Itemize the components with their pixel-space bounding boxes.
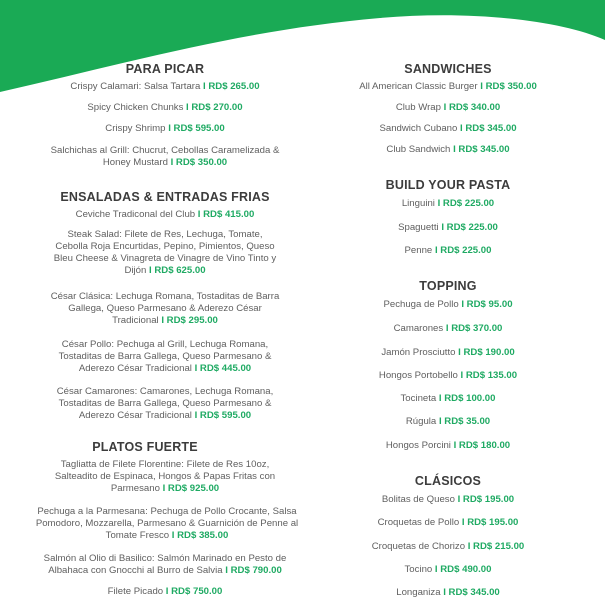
menu-item: Croquetas de Chorizo I RD$ 215.00 [371,541,525,552]
menu-item: Ceviche Tradiconal del Club I RD$ 415.00 [75,209,255,220]
menu-item: Tocino I RD$ 490.00 [404,564,492,575]
menu-item: Jamón Prosciutto I RD$ 190.00 [381,347,515,358]
menu-item: Bolitas de Queso I RD$ 195.00 [381,494,515,505]
section-title-clasicos: CLÁSICOS [414,474,482,488]
menu-item: Sandwich Cubano I RD$ 345.00 [379,123,517,134]
menu-item: Salmón al Olio di Basilico: Salmón Marinado en Pesto de Albahaca con Gnocchi al Burro de Salvia I RD$ 790.00 [43,553,287,576]
menu-item: Rúgula I RD$ 35.00 [405,416,491,427]
menu-item: Club Sandwich I RD$ 345.00 [386,144,510,155]
section-title-build-your-pasta: BUILD YOUR PASTA [385,178,511,192]
menu-item: César Camarones: Camarones, Lechuga Romana, Tostaditas de Barra Gallega, Queso Parmesano & Aderezo César Tradicional I RD$ 595.00 [56,386,274,421]
menu-item: Linguini I RD$ 225.00 [401,198,495,209]
menu-item: All American Classic Burger I RD$ 350.00 [359,81,537,92]
menu-item: Longaniza I RD$ 345.00 [396,587,500,598]
menu-item: César Clásica: Lechuga Romana, Tostaditas de Barra Gallega, Queso Parmesano & Aderezo César Tradicional I RD$ 295.00 [50,291,280,326]
section-title-sandwiches: SANDWICHES [404,62,492,76]
menu-item: César Pollo: Pechuga al Grill, Lechuga Romana, Tostaditas de Barra Gallega, Queso Parmesano & Aderezo César Tradicional I RD$ 445.00 [58,339,272,374]
section-title-topping: TOPPING [419,279,477,293]
menu-item: Club Wrap I RD$ 340.00 [395,102,501,113]
menu-item: Croquetas de Pollo I RD$ 195.00 [377,517,519,528]
menu-item: Pechuga de Pollo I RD$ 95.00 [383,299,513,310]
menu-item: Spaguetti I RD$ 225.00 [398,222,498,233]
menu-item: Pechuga a la Parmesana: Pechuga de Pollo Crocante, Salsa Pomodoro, Mozzarella, Parmesano & Guarnición de Penne al Tomate Fresco I RD$ 385.00 [35,506,299,541]
menu-item: Salchichas al Grill: Chucrut, Cebollas Caramelizada & Honey Mustard I RD$ 350.00 [50,145,280,168]
section-title-platos-fuerte: PLATOS FUERTE [92,440,198,454]
menu-item: Spicy Chicken Chunks I RD$ 270.00 [87,102,243,113]
menu-item: Hongos Portobello I RD$ 135.00 [378,370,518,381]
menu-item: Steak Salad: Filete de Res, Lechuga, Tomate, Cebolla Roja Encurtidas, Pepino, Pimientos, Queso Bleu Cheese & Vinagreta de Vinagre de Vino Tinto y Dijón I RD$ 625.00 [53,229,277,276]
menu-item: Tocineta I RD$ 100.00 [400,393,496,404]
menu-item: Hongos Porcini I RD$ 180.00 [385,440,511,451]
section-title-para-picar: PARA PICAR [125,62,205,76]
menu-item: Tagliatta de Filete Florentine: Filete de Res 10oz, Salteadito de Espinaca, Hongos & Papas Fritas con Parmesano I RD$ 925.00 [54,459,276,494]
menu-item: Penne I RD$ 225.00 [404,245,492,256]
menu-item: Filete Picado I RD$ 750.00 [107,586,223,597]
section-title-ensaladas: ENSALADAS & ENTRADAS FRIAS [60,190,270,204]
menu-item: Camarones I RD$ 370.00 [393,323,503,334]
menu-item: Crispy Shrimp I RD$ 595.00 [105,123,225,134]
menu-item: Crispy Calamari: Salsa Tartara I RD$ 265.00 [70,81,260,92]
